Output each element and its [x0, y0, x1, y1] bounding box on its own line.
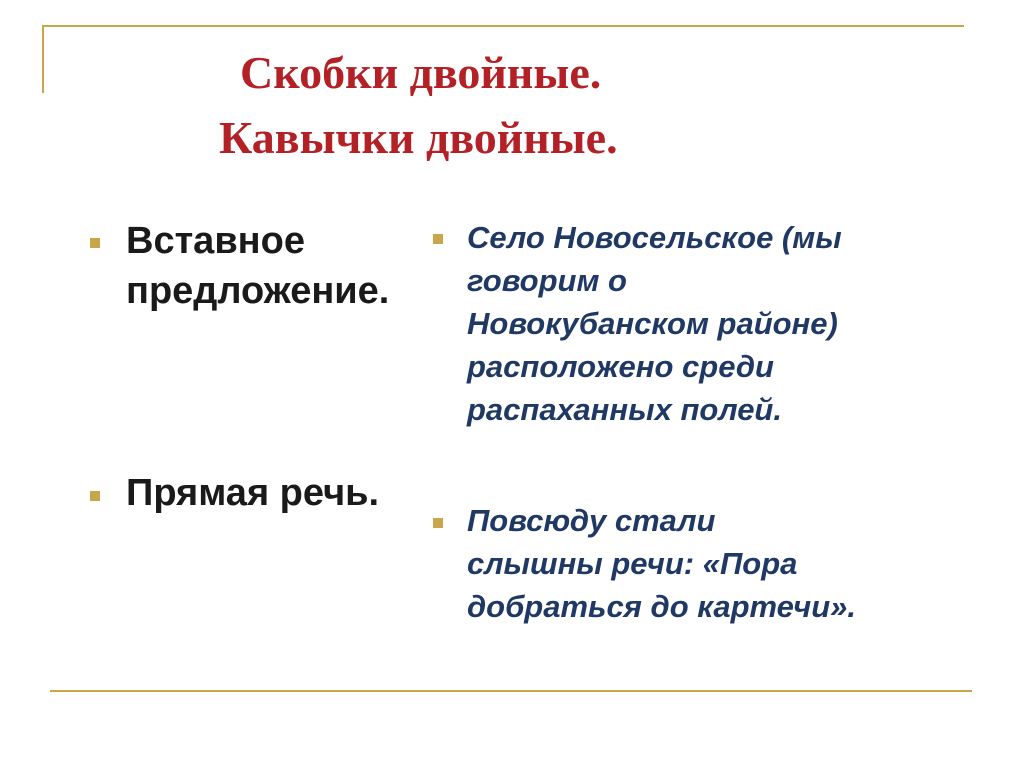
decorative-left-line: [42, 25, 44, 93]
list-item-right-2: [467, 499, 856, 628]
slide-title-line-1: Скобки двойные.: [240, 47, 602, 98]
slide-title-line-2: Кавычки двойные.: [219, 112, 618, 163]
decorative-bottom-line: [50, 690, 972, 692]
decorative-top-line: [42, 25, 964, 27]
bullet-square-icon: [433, 518, 443, 528]
bullet-square-icon: [90, 491, 100, 501]
list-item-line: распаханных полей.: [467, 392, 782, 427]
list-item-line: слышны речи: «Пора: [467, 546, 798, 581]
list-item-line: Село Новосельское (мы: [467, 220, 842, 255]
list-item-line: говорим о: [467, 263, 627, 298]
list-item-line: Повсюду стали: [467, 503, 716, 538]
list-item-line: расположено среди: [467, 349, 774, 384]
list-item-line: Прямая речь.: [126, 472, 380, 514]
list-item-line: Новокубанском районе): [467, 306, 838, 341]
list-item-left-2: [126, 468, 379, 518]
list-item-line: предложение.: [126, 270, 390, 312]
bullet-square-icon: [90, 238, 100, 248]
bullet-square-icon: [433, 234, 443, 244]
list-item-left-1: [126, 216, 389, 316]
list-item-line: добраться до картечи».: [467, 589, 857, 624]
list-item-right-1: [467, 216, 842, 431]
list-item-line: Вставное: [126, 220, 305, 262]
